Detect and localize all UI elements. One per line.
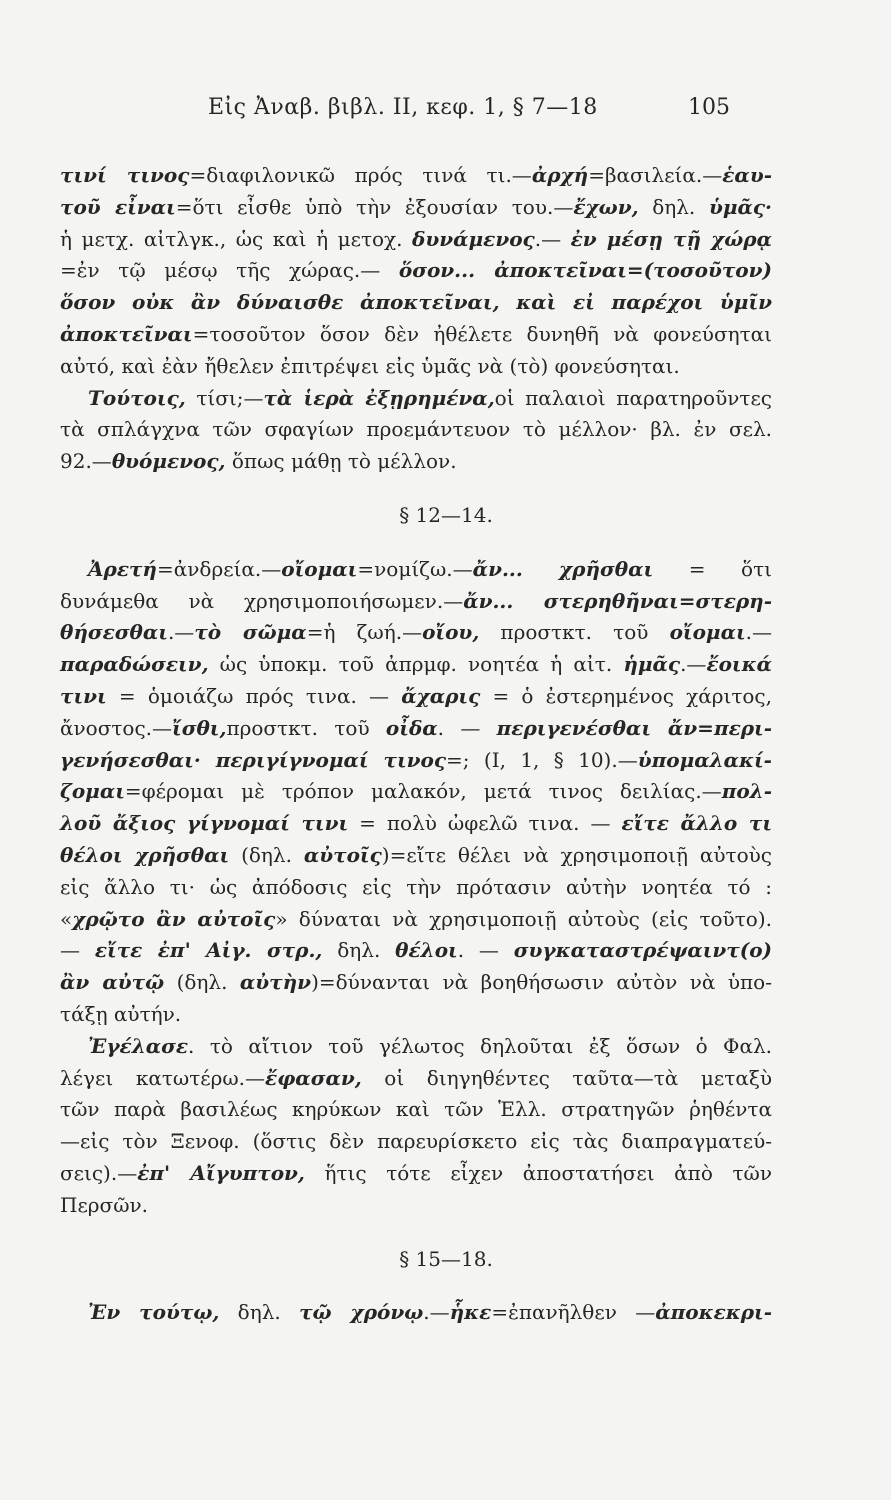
gloss-text: = πολὺ ὠφελῶ τινα. — [348, 811, 622, 836]
page-number: 105 [688, 95, 730, 120]
lemma: ὑπομαλακί- [637, 747, 772, 772]
lemma: θήσεσθαι [60, 620, 168, 645]
lemma: παραδώσειν, [60, 652, 209, 677]
gloss-text: —εἰς τὸν Ξενοφ. (ὅστις δὲν παρευρίσκετο εἰς τὰς διαπραγματεύ- [60, 1129, 772, 1154]
text-line [60, 1063, 772, 1095]
gloss-text: = ὁ ἐστερημένος χάριτος, [480, 683, 772, 708]
gloss-text: =τοσοῦτον ὅσον δὲν ἠθέλετε δυνηθῆ νὰ φονεύσηται [192, 321, 772, 346]
gloss-text: .— [423, 1300, 450, 1325]
gloss-text: (δηλ. [229, 842, 304, 867]
gloss-text: =ἀνδρεία.— [156, 556, 282, 581]
section-heading [60, 500, 772, 532]
lemma: ἄν... στερηθῆναι=στερη- [463, 588, 772, 613]
gloss-text: =νομίζω.— [357, 556, 473, 581]
lemma: θέλοι χρῆσθαι [60, 842, 230, 867]
gloss-text: =ἡ ζωή.— [306, 620, 423, 645]
text-line [60, 713, 772, 745]
text-line [60, 999, 772, 1031]
text-line [60, 681, 772, 713]
gloss-text: . τὸ αἴτιον τοῦ γέλωτος δηλοῦται ἐξ ὅσων ὁ Φαλ. [188, 1033, 772, 1058]
lemma: χρῷτο ἂν αὐτοῖς [72, 906, 276, 931]
text-line [60, 617, 772, 649]
lemma: ἂν αὐτῷ [60, 970, 165, 995]
text-line [60, 319, 772, 351]
gloss-text: ἡ μετχ. αἰτλγκ., ὡς καὶ ἡ μετοχ. [60, 226, 413, 251]
lemma: ὑμᾶς· [708, 194, 772, 219]
gloss-text: εἰς ἄλλο τι· ὡς ἀπόδοσις εἰς τὴν πρότασιν αὐτὴν νοητέα τό : [60, 874, 772, 899]
gloss-text: =φέρομαι μὲ τρόπον μαλακόν, μετά τινος δειλίας.— [124, 779, 722, 804]
gloss-text: σεις).— [60, 1160, 138, 1185]
gloss-text: = ὅτι [653, 556, 772, 581]
gloss-text: ὅπως μάθῃ τὸ μέλλον. [225, 449, 457, 474]
gloss-text: τάξῃ αὐτήν. [60, 1001, 182, 1026]
text-line [60, 904, 772, 936]
gloss-text: οἱ παλαιοὶ παρατηροῦντες [494, 385, 773, 410]
lemma: Ἐγέλασε [88, 1033, 189, 1058]
gloss-text: .— [680, 652, 707, 677]
lemma: ἐπ' Αἴγυπτον, [137, 1160, 305, 1185]
gloss-text: Περσῶν. [60, 1192, 149, 1217]
lemma: ἔφασαν, [265, 1065, 362, 1090]
gloss-text: « [60, 906, 73, 931]
text-line [60, 1158, 772, 1190]
text-line [60, 776, 772, 808]
page-header [0, 95, 891, 129]
lemma: ὅσον... ἀποκτεῖναι=(τοσοῦτον) [398, 258, 772, 283]
gloss-text: τῶν παρὰ βασιλέως κηρύκων καὶ τῶν Ἑλλ. στρατηγῶν ῥηθέντα [60, 1097, 772, 1122]
text-line [60, 192, 772, 224]
gloss-text: )=εἴτε θέλει νὰ χρησιμοποιῇ αὐτοὺς [381, 842, 772, 867]
gloss-text: αὐτό, καὶ ἐὰν ἤθελεν ἐπιτρέψει εἰς ὑμᾶς νὰ (τὸ) φονεύσηται. [60, 353, 680, 378]
commentary-text [60, 160, 772, 1329]
lemma: αὐτοῖς [303, 842, 382, 867]
lemma: Τούτοις, [88, 385, 186, 410]
gloss-text: προστκτ. τοῦ [226, 715, 386, 740]
text-line [60, 967, 772, 999]
lemma: ἡμᾶς [623, 652, 681, 677]
lemma: ἑαυ- [722, 163, 772, 187]
text-line [60, 1031, 772, 1063]
gloss-text: (δηλ. [164, 970, 240, 995]
gloss-text: 92.— [60, 449, 112, 474]
gloss-text: ἄνοστος.— [60, 715, 173, 740]
lemma: τινι [60, 683, 107, 708]
lemma: εἴτε ἐπ' Αἰγ. στρ., [94, 938, 323, 963]
lemma: οἶδα [385, 715, 438, 740]
lemma: ὅσον οὐκ ἂν δύναισθε ἀποκτεῖναι, καὶ εἰ παρέχοι ὑμῖν [60, 290, 772, 315]
gloss-text: )=δύνανται νὰ βοηθήσωσιν αὐτὸν νὰ ὑπο- [311, 970, 772, 995]
text-line [60, 224, 772, 256]
lemma: ἄν... χρῆσθαι [472, 556, 654, 581]
gloss-text: =βασιλεία.— [588, 163, 723, 187]
lemma: λοῦ ἄξιος γίγνομαί τινι [60, 811, 349, 836]
gloss-text: .— [534, 226, 571, 251]
lemma: Ἀρετή [88, 556, 157, 581]
lemma: τὸ σῶμα [194, 620, 307, 645]
lemma: δυνάμενος [412, 226, 535, 251]
text-line [60, 255, 772, 287]
gloss-text: προστκτ. τοῦ [479, 620, 670, 645]
gloss-text: δηλ. [638, 194, 709, 219]
lemma: αὐτὴν [239, 970, 312, 995]
lemma: ἔοικά [706, 652, 772, 677]
lemma: τὰ ἱερὰ ἐξῃρημένα, [263, 385, 495, 410]
text-line [60, 1297, 772, 1329]
text-line [60, 414, 772, 446]
gloss-text: .— [745, 620, 773, 645]
gloss-text: δυνάμεθα νὰ χρησιμοποιήσωμεν.— [60, 588, 464, 613]
text-line [60, 1126, 772, 1158]
text-line [60, 745, 772, 777]
lemma: τῷ χρόνῳ [299, 1300, 424, 1325]
lemma: ἀρχή [531, 163, 589, 187]
gloss-text: § 12—14. [399, 502, 493, 527]
lemma: τινί τινος [60, 163, 190, 187]
gloss-text: ἥτις τότε εἶχεν ἀποστατήσει ἀπὸ τῶν [304, 1160, 772, 1185]
lemma: θυόμενος, [111, 449, 226, 474]
text-line [60, 586, 772, 618]
lemma: ἀποκεκρι- [655, 1300, 772, 1325]
text-line [60, 554, 772, 586]
lemma: οἴομαι [281, 556, 358, 581]
gloss-text: οἱ διηγηθέντες ταῦτα—τὰ μεταξὺ [361, 1065, 772, 1090]
lemma: ἐν μέσῃ τῇ χώρᾳ [570, 226, 773, 251]
text-line [60, 808, 772, 840]
lemma: οἴου, [422, 620, 480, 645]
lemma: ἴσθι, [172, 715, 227, 740]
text-line [60, 935, 772, 967]
lemma: ἧκε [449, 1300, 492, 1325]
text-line [60, 351, 772, 383]
text-line [60, 160, 772, 192]
text-line [60, 1094, 772, 1126]
gloss-text: τίσι;— [185, 385, 264, 410]
lemma: τοῦ εἶναι [60, 194, 176, 219]
lemma: ἀποκτεῖναι [60, 321, 193, 346]
gloss-text: =ὅτι εἶσθε ὑπὸ τὴν ἐξουσίαν του.— [175, 194, 574, 219]
gloss-text: δηλ. [219, 1300, 300, 1325]
text-line [60, 872, 772, 904]
gloss-text: § 15—18. [399, 1246, 493, 1271]
gloss-text: — [60, 938, 95, 963]
lemma: συγκαταστρέψαιντ(ο) [513, 938, 772, 963]
lemma: ζομαι [60, 779, 125, 804]
gloss-text: δηλ. [322, 938, 396, 963]
lemma: θέλοι [395, 938, 458, 963]
gloss-text: =διαφιλονικῶ πρός τινά τι.— [189, 163, 532, 187]
section-heading [60, 1244, 772, 1276]
lemma: ἄχαρις [401, 683, 481, 708]
text-line [60, 446, 772, 478]
lemma: γενήσεσθαι· περιγίγνομαί τινος [60, 747, 447, 772]
gloss-text: =; (I, 1, § 10).— [446, 747, 638, 772]
lemma: ἔχων, [573, 194, 639, 219]
gloss-text: = ὁμοιάζω πρός τινα. — [106, 683, 402, 708]
gloss-text: τὰ σπλάγχνα τῶν σφαγίων προεμάντευον τὸ μέλλον· βλ. ἐν σελ. [60, 417, 772, 442]
text-line [60, 1190, 772, 1222]
lemma: πολ- [721, 779, 772, 804]
gloss-text: . — [457, 938, 514, 963]
text-line [60, 287, 772, 319]
gloss-text: λέγει κατωτέρω.— [60, 1065, 266, 1090]
gloss-text: . — [437, 715, 497, 740]
gloss-text: ὡς ὑποκμ. τοῦ ἀπρμφ. νοητέα ἡ αἰτ. [208, 652, 624, 677]
lemma: οἴομαι [669, 620, 746, 645]
lemma: Ἐν τούτῳ, [88, 1300, 220, 1325]
lemma: περιγενέσθαι ἄν=περι- [496, 715, 773, 740]
gloss-text: =ἐπανῆλθεν — [491, 1300, 656, 1325]
gloss-text: =ἐν τῷ μέσῳ τῆς χώρας.— [60, 258, 399, 283]
text-line [60, 383, 772, 415]
running-title: Εἰς Ἀναβ. βιβλ. II, κεφ. 1, § 7—18 [208, 95, 598, 120]
gloss-text: » δύναται νὰ χρησιμοποιῇ αὐτοὺς (εἰς τοῦτο). [275, 906, 772, 931]
text-line [60, 649, 772, 681]
text-line [60, 840, 772, 872]
gloss-text: .— [167, 620, 195, 645]
lemma: εἴτε ἄλλο τι [621, 811, 773, 836]
